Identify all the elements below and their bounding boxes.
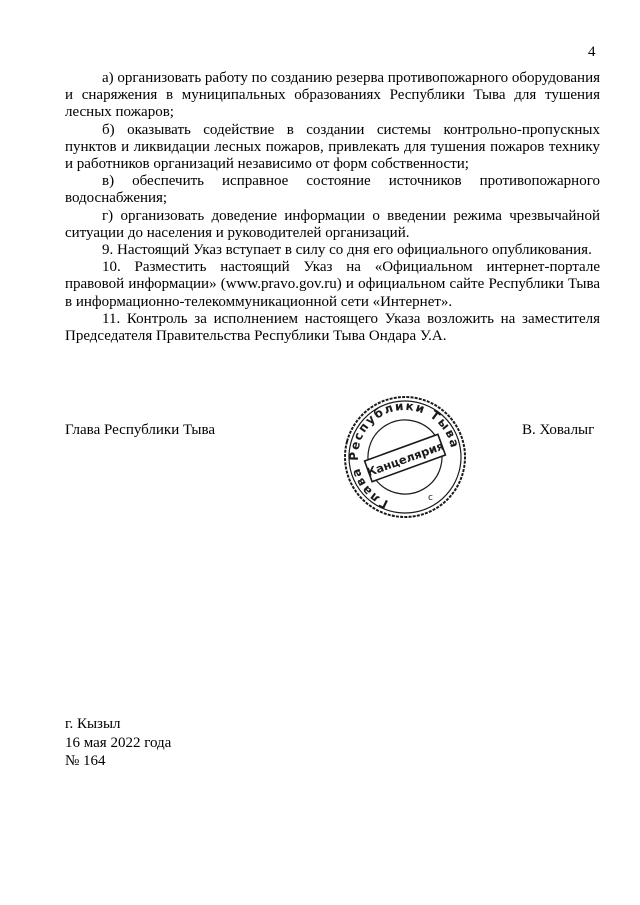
- signatory-position: Глава Республики Тыва: [65, 422, 216, 438]
- page-number: 4: [588, 44, 596, 60]
- footer-date: 16 мая 2022 года: [65, 734, 172, 751]
- paragraph-b: б) оказывать содействие в создании системы контрольно-пропускных пунктов и ликвидации лесных пожаров, привлекать для тушения пожаров технику и работников организаций независимо от форм собственности;: [65, 121, 600, 173]
- seal-center-text: Канцелярия: [364, 438, 446, 480]
- seal-ring-text: Глава Республики Тыва: [346, 398, 463, 512]
- document-footer: [65, 715, 171, 771]
- paragraph-g: г) организовать доведение информации о введении режима чрезвычайной ситуации до населения и руководителей организаций.: [65, 207, 600, 241]
- official-seal-stamp: [340, 392, 470, 522]
- seal-small-mark: с: [428, 493, 433, 503]
- footer-city: г. Кызыл: [65, 716, 121, 732]
- footer-number: № 164: [65, 753, 106, 769]
- paragraph-a: а) организовать работу по созданию резерва противопожарного оборудования и снаряжения в муниципальных образованиях Республики Тыва для тушения лесных пожаров;: [65, 70, 600, 121]
- paragraph-v: в) обеспечить исправное состояние источников противопожарного водоснабжения;: [65, 173, 600, 207]
- signatory-name: В. Ховалыг: [522, 422, 595, 438]
- paragraph-9: 9. Настоящий Указ вступает в силу со дня его официального опубликования.: [102, 242, 592, 259]
- paragraph-10: 10. Разместить настоящий Указ на «Официальном интернет-портале правовой информации» (www.pravo.gov.ru) и официальном сайте Республики Тыва в информационно-телекоммуникационной сети «Интернет».: [65, 259, 600, 310]
- paragraph-11: 11. Контроль за исполнением настоящего Указа возложить на заместителя Председателя Правительства Республики Тыва Ондара У.А.: [65, 310, 600, 345]
- document-body: [65, 70, 600, 345]
